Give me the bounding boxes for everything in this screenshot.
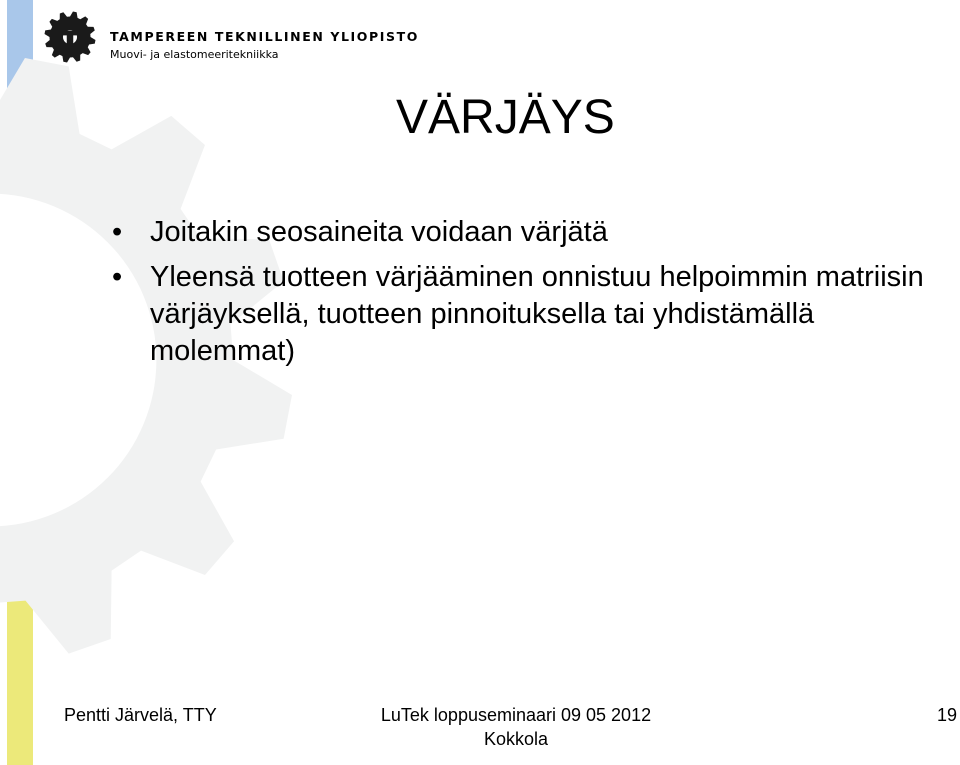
bullet-dot-icon: • (112, 216, 123, 248)
tut-gear-logo-icon (43, 10, 97, 64)
footer-event-line2: Kokkola (483, 729, 549, 749)
bullet-list (110, 214, 940, 370)
footer-event-line1: LuTek loppuseminaari 09 05 2012 (380, 705, 652, 725)
bullet-text: Joitakin seosaineita voidaan värjätä (150, 216, 608, 248)
university-name: TAMPEREEN TEKNILLINEN YLIOPISTO (110, 29, 420, 44)
logo-stem (67, 31, 73, 49)
department-name: Muovi- ja elastomeeritekniikka (110, 48, 279, 61)
bullet-text: Yleensä tuotteen värjääminen onnistuu helpoimmin matriisin värjäyksellä, tuotteen pinnoituksella tai yhdistämällä molemmat) (150, 261, 924, 367)
bullet-dot-icon: • (112, 261, 123, 293)
bullet-item (110, 259, 940, 370)
footer-event (366, 703, 666, 751)
bullet-item (110, 214, 940, 251)
slide-title: VÄRJÄYS (396, 91, 615, 144)
footer-author: Pentti Järvelä, TTY (64, 705, 217, 725)
page-number: 19 (937, 705, 958, 725)
